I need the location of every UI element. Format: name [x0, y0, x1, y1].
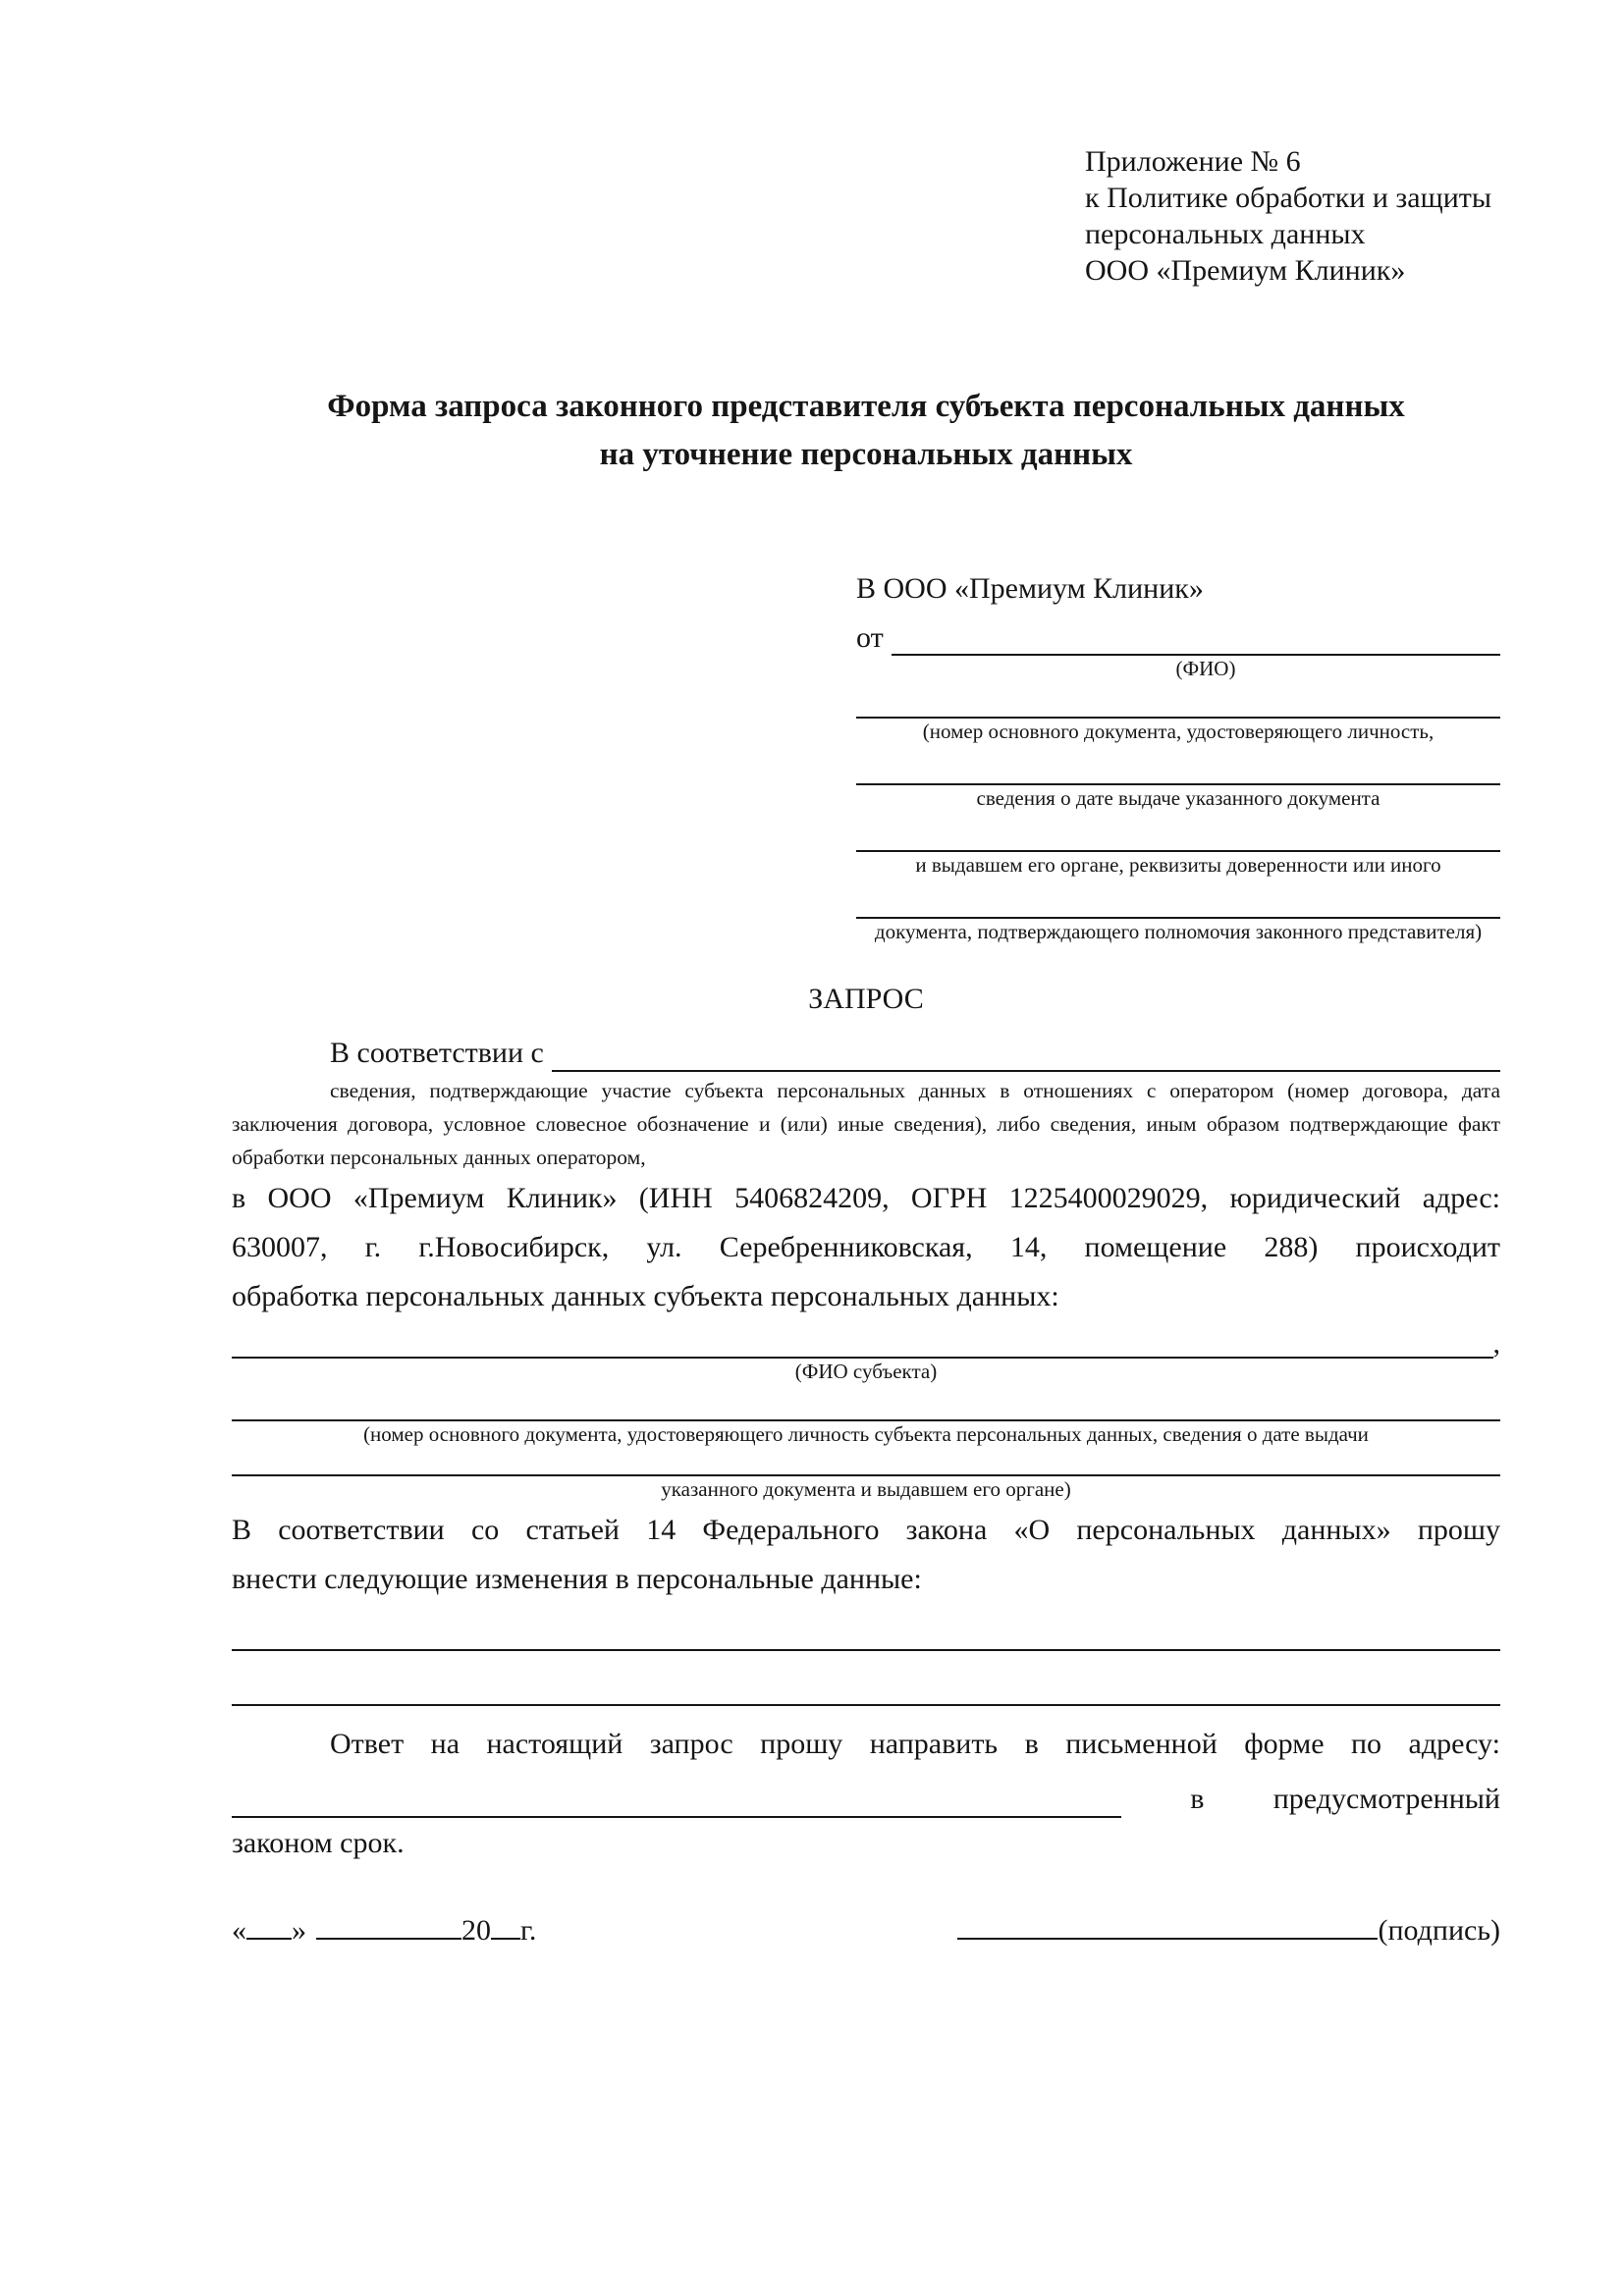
basis-footnote: [232, 1074, 1500, 1174]
addressee-block: [856, 569, 1500, 944]
operator-paragraph-line: обработка персональных данных субъекта персональных данных:: [232, 1280, 1059, 1312]
field-caption: сведения о дате выдаче указанного документа: [976, 786, 1380, 810]
article-paragraph: [232, 1506, 1500, 1604]
subject-doc-caption: указанного документа и выдавшем его органе): [661, 1477, 1071, 1501]
year-field-line: [491, 1910, 520, 1940]
address-field-line: [232, 1781, 1121, 1818]
representative-doc-field-line: [856, 811, 1500, 852]
quote-close: »: [292, 1914, 306, 1947]
signature-caption: (подпись): [1378, 1914, 1500, 1947]
footnote-line: сведения, подтверждающие участие субъекта персональных данных в отношениях с оператором (номер договора, дата: [330, 1079, 1500, 1102]
operator-paragraph-line: в ООО «Премиум Клиник» (ИНН 5406824209, ОГРН 1225400029029, юридический адрес:: [232, 1182, 1500, 1214]
representative-doc-field-line: [856, 744, 1500, 785]
representative-doc-field-line: [856, 681, 1500, 719]
appendix-line: Приложение № 6: [1085, 145, 1301, 178]
year-prefix: 20: [461, 1914, 491, 1947]
article-paragraph-line: внести следующие изменения в персональные данные:: [232, 1563, 922, 1595]
appendix-note: [1085, 143, 1500, 289]
field-caption: (номер основного документа, удостоверяющего личность,: [922, 720, 1435, 743]
reply-word: в: [1190, 1783, 1205, 1815]
form-title: [232, 383, 1500, 479]
from-row: [856, 614, 1500, 656]
subject-fio-field-line: [232, 1323, 1493, 1359]
form-title-line: на уточнение персональных данных: [599, 437, 1133, 472]
addressee-organization: В ООО «Премиум Клиник»: [856, 572, 1204, 605]
appendix-line: ООО «Премиум Клиник»: [1085, 254, 1406, 287]
subject-doc-field-line: [232, 1447, 1500, 1476]
subject-comma: ,: [1492, 1327, 1500, 1360]
reply-paragraph-line: законом срок.: [232, 1827, 405, 1859]
reply-paragraph-line: Ответ на настоящий запрос прошу направить в письменной форме по адресу:: [330, 1728, 1500, 1760]
request-heading: ЗАПРОС: [808, 983, 924, 1015]
signature-field: [957, 1910, 1500, 1950]
footnote-line: заключения договора, условное словесное обозначение и (или) иные сведения), либо сведения, иным образом подтверждающие факт: [232, 1112, 1500, 1136]
subject-fio-field-row: [232, 1321, 1500, 1359]
subject-fio-caption: (ФИО субъекта): [794, 1360, 938, 1383]
from-label: от: [856, 621, 884, 654]
representative-fio-field-line: [892, 620, 1500, 656]
article-paragraph-line: В соответствии со статьей 14 Федерального закона «О персональных данных» прошу: [232, 1514, 1500, 1546]
day-field-line: [246, 1910, 292, 1940]
changes-field-line: [232, 1604, 1500, 1651]
according-label: В соответствии с: [330, 1037, 544, 1069]
date-field: [232, 1910, 536, 1950]
field-caption: документа, подтверждающего полномочия законного представителя): [874, 920, 1483, 943]
quote-open: «: [232, 1914, 246, 1947]
month-field-line: [316, 1910, 461, 1940]
appendix-line: к Политике обработки и защиты: [1085, 182, 1492, 214]
subject-doc-field-line: [232, 1384, 1500, 1421]
reply-address-row: [232, 1769, 1500, 1818]
according-row: [232, 1027, 1500, 1072]
fio-caption: (ФИО): [1175, 657, 1236, 680]
document-content: [232, 0, 1500, 1950]
appendix-line: персональных данных: [1085, 218, 1366, 250]
year-suffix: г.: [520, 1914, 537, 1947]
footnote-line: обработки персональных данных оператором,: [232, 1146, 646, 1169]
reply-word: предусмотренный: [1272, 1783, 1500, 1815]
operator-paragraph-line: 630007, г. г.Новосибирск, ул. Серебренниковская, 14, помещение 288) происходит: [232, 1231, 1500, 1263]
changes-field-line: [232, 1651, 1500, 1706]
subject-doc-caption: (номер основного документа, удостоверяющего личность субъекта персональных данных, сведения о дате выдачи: [363, 1422, 1369, 1446]
field-caption: и выдавшем его органе, реквизиты доверенности или иного: [915, 853, 1441, 877]
signature-field-line: [957, 1910, 1378, 1940]
basis-field-line: [552, 1035, 1500, 1072]
date-signature-row: [232, 1910, 1500, 1950]
operator-paragraph: [232, 1174, 1500, 1321]
representative-doc-field-line: [856, 878, 1500, 919]
form-title-line: Форма запроса законного представителя субъекта персональных данных: [327, 389, 1405, 424]
